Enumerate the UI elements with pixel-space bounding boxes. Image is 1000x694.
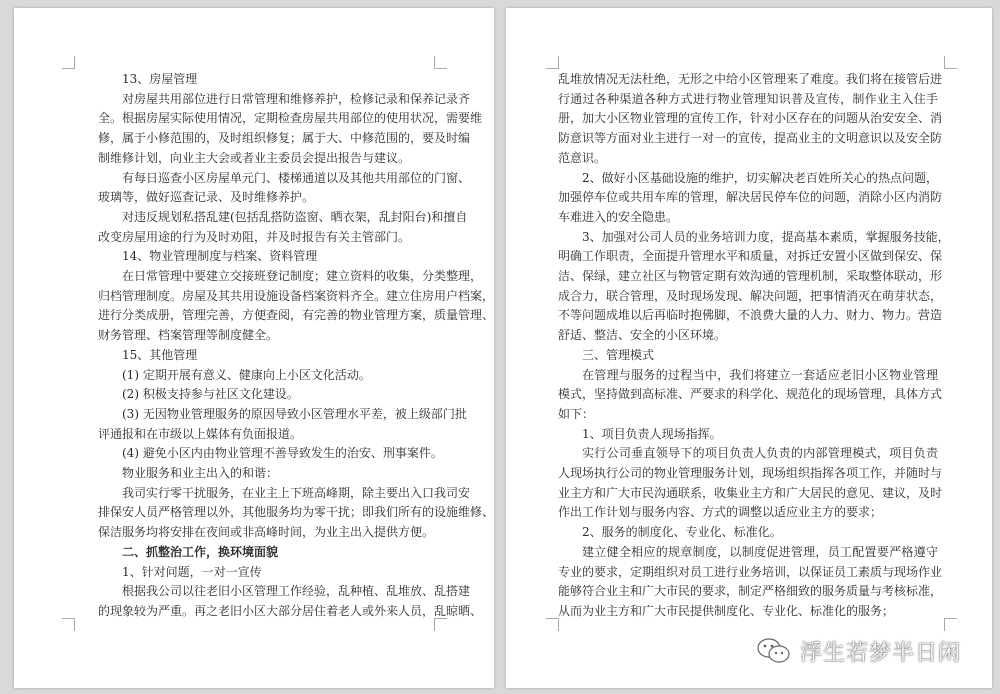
corner-mark-bottom-left bbox=[62, 618, 75, 631]
page-text-body bbox=[98, 70, 495, 622]
text-line: 明确工作职责，全面提升管理水平和质量，对拆迁安置小区做到保安、保 bbox=[558, 249, 943, 264]
text-line: 乱堆放情况无法杜绝，无形之中给小区管理来了难度。我们将在接管后进 bbox=[558, 72, 943, 86]
document-page-right bbox=[506, 8, 992, 688]
text-line: 建立健全相应的规章制度，以制度促进管理，员工配置要严格遵守 bbox=[582, 544, 938, 559]
text-line: 业主方和广大市民沟通联系，收集业主方和广大居民的意见、建议，及时 bbox=[558, 485, 943, 500]
corner-mark-top-right bbox=[944, 56, 957, 69]
watermark-text: 浮生若梦半日闲 bbox=[800, 640, 962, 666]
text-line: 在日常管理中要建立交接班登记制度；建立资料的收集，分类整理， bbox=[122, 269, 483, 284]
text-line: 车难进入的安全隐患。 bbox=[558, 209, 679, 224]
text-line: 实行公司垂直领导下的项目负责人负责的内部管理模式，项目负责 bbox=[582, 446, 938, 461]
text-line: 从而为业主方和广大市民提供制度化、专业化、标准化的服务； bbox=[558, 603, 895, 618]
text-line: 2、服务的制度化、专业化、标准化。 bbox=[582, 525, 782, 540]
text-line: 的现象较为严重。再之老旧小区大部分居住着老人或外来人员，乱晾晒、 bbox=[98, 603, 483, 618]
text-line: 2、做好小区基础设施的维护，切实解决老百姓所关心的热点问题， bbox=[582, 170, 938, 185]
text-line: 1、针对问题，一对一宣传 bbox=[122, 564, 262, 579]
text-line: 模式，坚持做到高标准、严要求的科学化、规范化的现场管理，具体方式 bbox=[558, 387, 943, 402]
text-line: 物业服务和业主出入的和谐： bbox=[122, 466, 279, 481]
text-line: 评通报和在市级以上媒体有负面报道。 bbox=[98, 426, 303, 441]
text-line: 行通过各种渠道各种方式进行物业管理知识普及宣传，制作业主入住手 bbox=[558, 91, 938, 106]
text-line: 防意识等方面对业主进行一对一的宣传，提高业主的文明意识以及安全防 bbox=[558, 131, 943, 146]
text-line: 人现场执行公司的物业管理服务计划，现场组织指挥各项工作，并随时与 bbox=[558, 466, 943, 481]
corner-mark-top-left bbox=[62, 56, 75, 69]
text-line: 如下： bbox=[558, 406, 595, 421]
corner-mark-top-right bbox=[434, 56, 447, 69]
watermark bbox=[756, 634, 961, 668]
text-line: 洁、保绿，建立社区与物管定期有效沟通的管理机制，采取整体联动，形 bbox=[558, 269, 943, 284]
text-line: 进行分类成册，管理完善，方便查阅，有完善的物业管理方案，质量管理、 bbox=[98, 308, 495, 323]
text-line: 专业的要求，定期组织对员工进行业务培训，以保证员工素质与现场作业 bbox=[558, 564, 943, 579]
text-line: (4) 避免小区内由物业管理不善导致发生的治安、刑事案件。 bbox=[122, 446, 443, 461]
text-line: 13、房屋管理 bbox=[122, 72, 198, 86]
text-line: 改变房屋用途的行为及时劝阻，并及时报告有关主管部门。 bbox=[98, 229, 411, 244]
text-line: 14、物业管理制度与档案、资料管理 bbox=[122, 249, 318, 264]
text-line: 三、管理模式 bbox=[582, 347, 655, 362]
text-line: 在管理与服务的过程当中，我们将建立一套适应老旧小区物业管理 bbox=[582, 367, 938, 382]
text-line: 归档管理制度。房屋及其共用设施设备档案资料齐全。建立住房用户档案， bbox=[98, 288, 495, 303]
page-text-body bbox=[558, 70, 950, 622]
text-line: 15、其他管理 bbox=[122, 347, 198, 362]
text-line: 排保安人员严格管理以外，其他服务均为零干扰；即我们所有的设施维修、 bbox=[98, 505, 495, 520]
text-line: 对违反规划私搭乱建(包括乱搭防盗窗、晒衣架，乱封阳台)和擅自 bbox=[122, 209, 468, 224]
text-line: 不等问题成堆以后再临时抱佛脚，不浪费大量的人力、财力、物力。营造 bbox=[558, 308, 943, 323]
text-line: 财务管理、档案管理等制度健全。 bbox=[98, 328, 279, 343]
text-line: 范意识。 bbox=[558, 150, 607, 165]
text-line: 我司实行零干扰服务，在业主上下班高峰期，除主要出入口我司安 bbox=[122, 485, 471, 500]
text-line: 成合力，联合管理，及时现场发现、解决问题，把事情消灭在萌芽状态， bbox=[558, 288, 943, 303]
text-line: 3、加强对公司人员的业务培训力度，提高基本素质，掌握服务技能， bbox=[582, 229, 950, 244]
text-line: 舒适、整洁、安全的小区环境。 bbox=[558, 328, 727, 343]
corner-mark-top-left bbox=[546, 56, 559, 69]
text-line: 保洁服务均将安排在夜间或非高峰时间，为业主出入提供方便。 bbox=[98, 525, 435, 540]
text-line: 作出工作计划与服务内容、方式的调整以适应业主方的要求； bbox=[558, 505, 883, 520]
text-line: 能够符合业主和广大市民的要求，制定严格细致的服务质量与考核标准， bbox=[558, 584, 943, 599]
text-line: 1、项目负责人现场指挥。 bbox=[582, 426, 722, 441]
text-line: 加强停车位或共用车库的管理，解决居民停车位的问题，消除小区内消防 bbox=[558, 190, 943, 205]
text-line: (3) 无因物业管理服务的原因导致小区管理水平差，被上级部门批 bbox=[122, 406, 467, 421]
text-line: 册，加大小区物业管理的宣传工作，针对小区存在的问题从治安安全、消 bbox=[558, 111, 943, 126]
text-line: (2) 积极支持参与社区文化建设。 bbox=[122, 387, 299, 402]
document-page-left bbox=[14, 8, 494, 688]
text-line: 根据我公司以往老旧小区管理工作经验，乱种植、乱堆放、乱搭建 bbox=[122, 584, 471, 599]
text-line: 对房屋共用部位进行日常管理和维修养护，检修记录和保养记录齐 bbox=[122, 91, 471, 106]
text-line: 有每日巡查小区房屋单元门、楼梯通道以及其他共用部位的门窗、 bbox=[122, 170, 471, 185]
text-line: 修，属于小修范围的，及时组织修复；属于大、中修范围的，要及时编 bbox=[98, 131, 471, 146]
corner-mark-bottom-right bbox=[944, 618, 957, 631]
wechat-icon bbox=[756, 637, 792, 665]
text-line: 制维修计划，向业主大会或者业主委员会提出报告与建议。 bbox=[98, 150, 411, 165]
text-line: 全。根据房屋实际使用情况，定期检查房屋共用部位的使用状况，需要维 bbox=[98, 111, 483, 126]
text-line: 玻璃等，做好巡查记录、及时维修养护。 bbox=[98, 190, 315, 205]
text-line: 二、抓整治工作，换环境面貌 bbox=[122, 544, 279, 559]
text-line: (1) 定期开展有意义、健康向上小区文化活动。 bbox=[122, 367, 371, 382]
